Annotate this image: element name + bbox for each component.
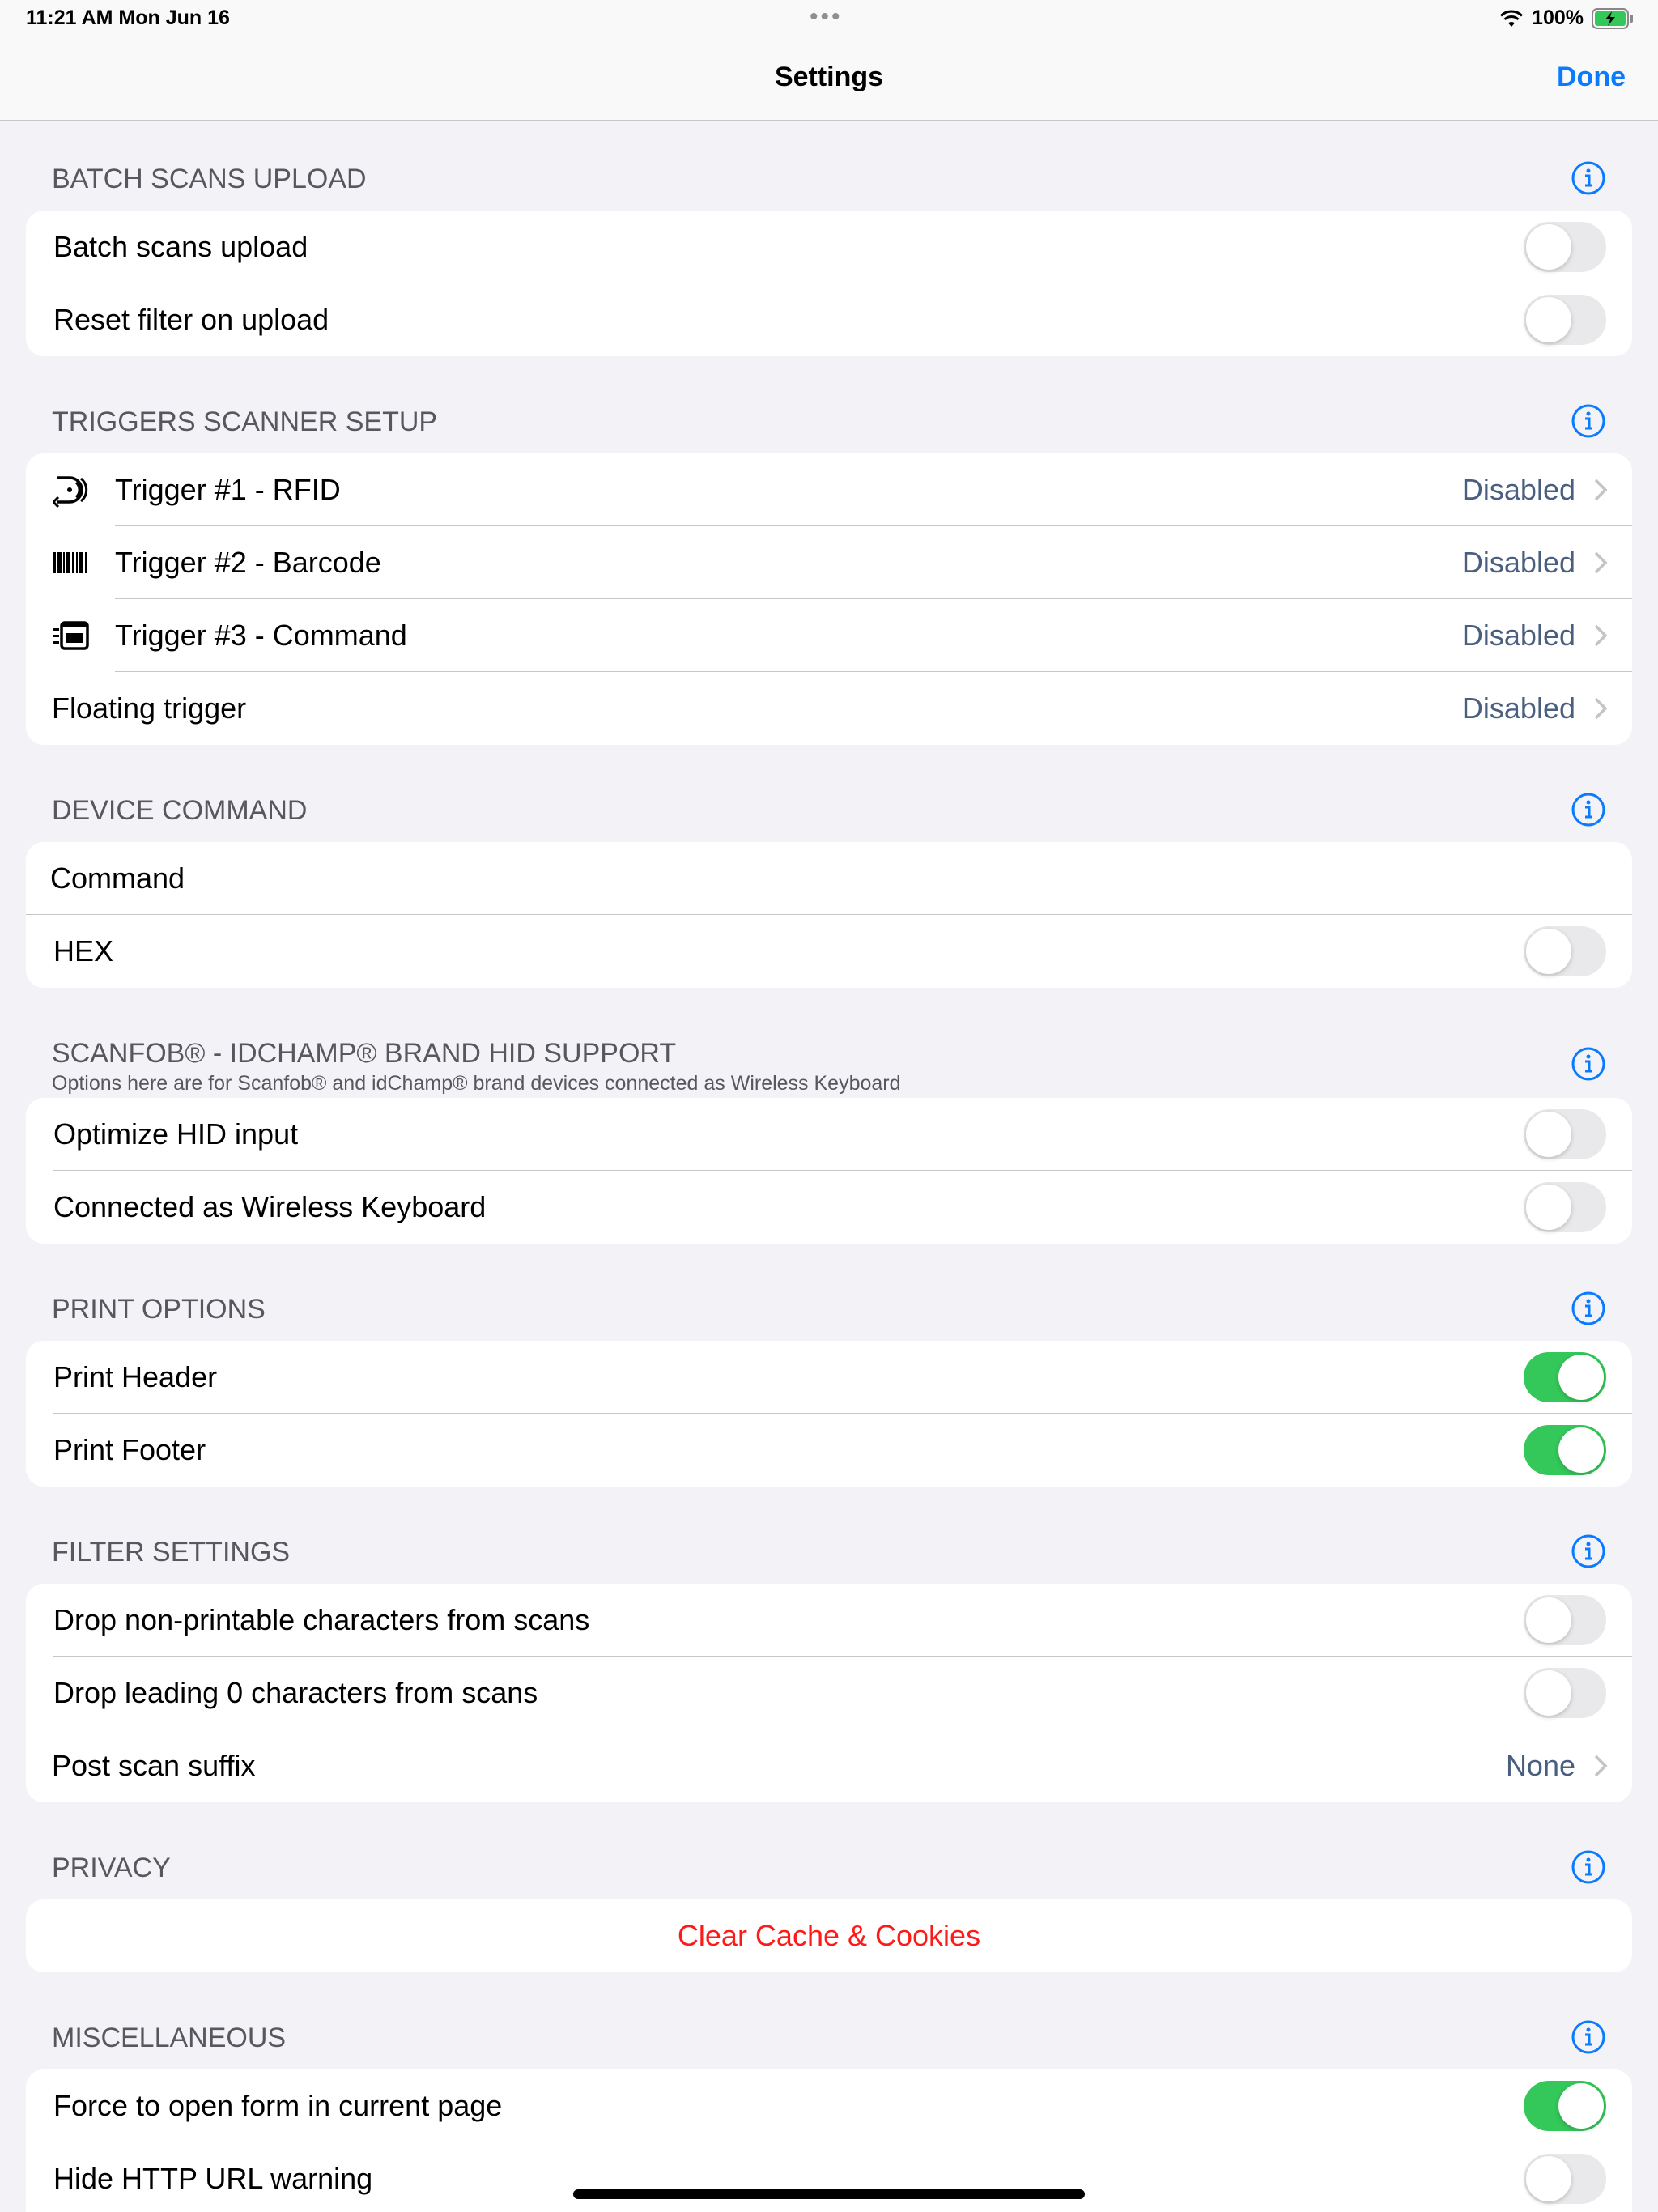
row-floating-trigger[interactable] — [26, 672, 1632, 745]
page-title: Settings — [774, 62, 884, 92]
row-value: Disabled — [1461, 691, 1575, 725]
row-trigger-2[interactable] — [26, 526, 1632, 599]
section-title: MISCELLANEOUS — [52, 2023, 287, 2053]
row-label: Print Footer — [53, 1433, 206, 1466]
clear-cache-button[interactable]: Clear Cache & Cookies — [677, 1919, 981, 1952]
batch-scans-upload-toggle[interactable] — [1524, 222, 1606, 272]
print-header-toggle[interactable] — [1524, 1352, 1606, 1402]
row-hex — [26, 915, 1632, 988]
section-title: SCANFOB® - IDCHAMP® BRAND HID SUPPORT — [52, 1038, 677, 1069]
row-batch-scans-upload — [26, 211, 1632, 283]
row-label: Reset filter on upload — [53, 303, 329, 336]
info-icon[interactable] — [1571, 1291, 1606, 1326]
group-print — [26, 1341, 1632, 1487]
info-icon[interactable] — [1571, 792, 1606, 827]
row-value: Disabled — [1461, 619, 1575, 652]
section-title: FILTER SETTINGS — [52, 1537, 291, 1568]
section-header-batch — [52, 164, 1606, 212]
row-command[interactable] — [26, 842, 1632, 915]
info-icon[interactable] — [1571, 1046, 1606, 1082]
row-label: Trigger #1 - RFID — [115, 473, 341, 506]
row-drop-leading-zero — [26, 1657, 1632, 1729]
chevron-right-icon — [1593, 1754, 1608, 1778]
info-icon[interactable] — [1571, 1534, 1606, 1569]
section-header-triggers — [52, 406, 1606, 455]
section-header-filter — [52, 1537, 1606, 1585]
force-open-form-toggle[interactable] — [1524, 2081, 1606, 2131]
row-value: None — [1505, 1749, 1575, 1782]
chevron-right-icon — [1593, 623, 1608, 648]
section-header-device — [52, 795, 1606, 844]
group-privacy — [26, 1899, 1632, 1972]
row-label: Drop leading 0 characters from scans — [53, 1676, 538, 1709]
section-title: PRINT OPTIONS — [52, 1294, 266, 1325]
row-optimize-hid — [26, 1098, 1632, 1171]
status-bar — [0, 0, 1658, 39]
row-label: Trigger #2 - Barcode — [115, 546, 381, 579]
status-time: 11:21 AM Mon Jun 16 — [26, 6, 230, 29]
group-filter — [26, 1584, 1632, 1802]
chevron-right-icon — [1593, 696, 1608, 721]
row-value: Disabled — [1461, 546, 1575, 579]
section-header-privacy — [52, 1853, 1606, 1901]
row-hide-http-warning — [26, 2142, 1632, 2212]
row-label: Trigger #3 - Command — [115, 619, 407, 652]
rfid-icon — [52, 471, 89, 508]
section-header-hid — [52, 1038, 1606, 1095]
hex-toggle[interactable] — [1524, 926, 1606, 976]
chevron-right-icon — [1593, 551, 1608, 575]
group-triggers — [26, 453, 1632, 745]
battery-charging-icon — [1592, 8, 1634, 29]
command-icon — [52, 617, 89, 654]
row-print-footer — [26, 1414, 1632, 1487]
home-indicator[interactable] — [573, 2189, 1085, 2199]
section-title: PRIVACY — [52, 1853, 171, 1883]
status-right — [1499, 6, 1634, 30]
section-header-misc — [52, 2023, 1606, 2071]
group-device — [26, 842, 1632, 988]
row-label: Hide HTTP URL warning — [53, 2162, 373, 2195]
row-label: Print Header — [53, 1360, 218, 1393]
info-icon[interactable] — [1571, 2019, 1606, 2055]
row-label: Floating trigger — [52, 691, 247, 725]
row-trigger-3[interactable] — [26, 599, 1632, 672]
reset-filter-toggle[interactable] — [1524, 295, 1606, 345]
section-title: BATCH SCANS UPLOAD — [52, 164, 367, 194]
done-button[interactable]: Done — [1557, 62, 1626, 92]
battery-percent: 100% — [1532, 6, 1584, 29]
row-reset-filter-on-upload — [26, 283, 1632, 356]
row-label: Connected as Wireless Keyboard — [53, 1190, 487, 1223]
drop-leading-zero-toggle[interactable] — [1524, 1668, 1606, 1718]
section-subtitle: Options here are for Scanfob® and idChamp® brand devices connected as Wireless Keyboard — [52, 1072, 901, 1095]
row-label: Optimize HID input — [53, 1117, 299, 1151]
row-label: HEX — [53, 934, 114, 968]
command-input[interactable]: Command — [50, 861, 185, 895]
info-icon[interactable] — [1571, 160, 1606, 196]
row-print-header — [26, 1341, 1632, 1414]
group-hid — [26, 1098, 1632, 1244]
group-batch — [26, 211, 1632, 356]
drop-non-printable-toggle[interactable] — [1524, 1595, 1606, 1645]
row-post-scan-suffix[interactable] — [26, 1729, 1632, 1802]
section-title: TRIGGERS SCANNER SETUP — [52, 406, 438, 437]
row-label: Batch scans upload — [53, 230, 308, 263]
hide-http-warning-toggle[interactable] — [1524, 2154, 1606, 2204]
section-title: DEVICE COMMAND — [52, 795, 308, 826]
barcode-icon — [52, 544, 89, 581]
row-trigger-1[interactable] — [26, 453, 1632, 526]
wireless-keyboard-toggle[interactable] — [1524, 1182, 1606, 1232]
row-force-open-form — [26, 2069, 1632, 2142]
row-wireless-keyboard — [26, 1171, 1632, 1244]
navigation-bar — [0, 39, 1658, 121]
print-footer-toggle[interactable] — [1524, 1425, 1606, 1475]
row-drop-non-printable — [26, 1584, 1632, 1657]
row-label: Drop non-printable characters from scans — [53, 1603, 590, 1636]
row-label: Post scan suffix — [52, 1749, 256, 1782]
row-value: Disabled — [1461, 473, 1575, 506]
optimize-hid-toggle[interactable] — [1524, 1109, 1606, 1159]
section-header-print — [52, 1294, 1606, 1342]
row-label: Force to open form in current page — [53, 2089, 503, 2122]
info-icon[interactable] — [1571, 1849, 1606, 1885]
multitasking-dots[interactable]: ••• — [810, 3, 843, 30]
wifi-icon — [1499, 9, 1524, 28]
info-icon[interactable] — [1571, 403, 1606, 439]
chevron-right-icon — [1593, 478, 1608, 502]
row-clear-cache[interactable] — [26, 1899, 1632, 1972]
